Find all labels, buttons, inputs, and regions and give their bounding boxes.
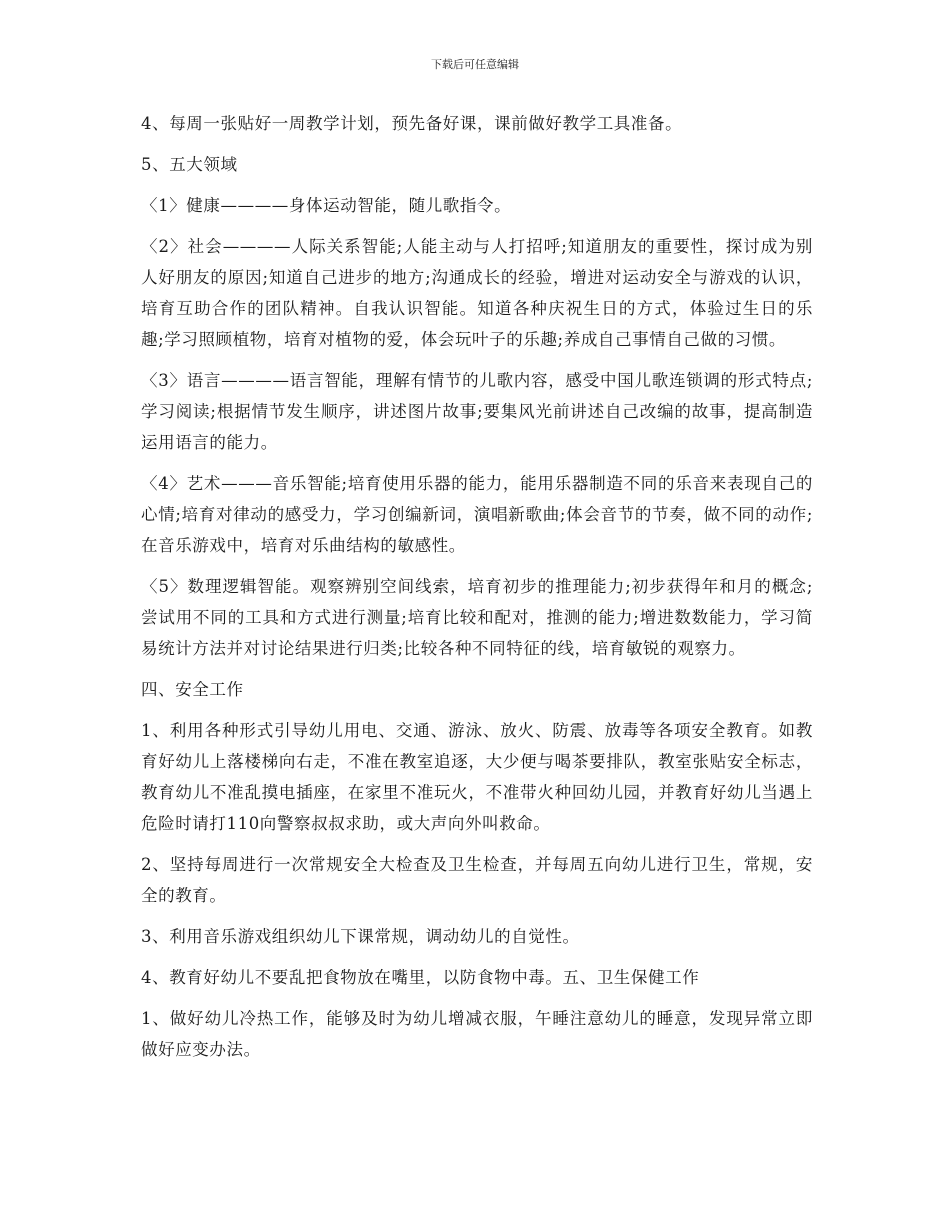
paragraph-health: 〈1〉健康————身体运动智能，随儿歌指令。 [141, 196, 512, 215]
paragraph-music-games: 3、利用音乐游戏组织幼儿下课常规，调动幼儿的自觉性。 [141, 927, 580, 946]
section-heading-safety: 四、安全工作 [141, 680, 244, 699]
paragraph-math-logic: 〈5〉数理逻辑智能。观察辨别空间线索，培育初步的推理能力;初步获得年和月的概念;尝试用不同的工具和方式进行测量;培育比较和配对，推测的能力;增进数数能力，学习简易统计方法并对讨论结果进行归类;比较各种不同特征的线，培育敏锐的观察力。 [141, 577, 813, 658]
paragraph-food-safety: 4、教育好幼儿不要乱把食物放在嘴里，以防食物中毒。五、卫生保健工作 [141, 968, 700, 987]
paragraph-society: 〈2〉社会————人际关系智能;人能主动与人打招呼;知道朋友的重要性，探讨成为别人好朋友的原因;知道自己进步的地方;沟通成长的经验，增进对运动安全与游戏的认识，培育互助合作的团队精神。自我认识智能。知道各种庆祝生日的方式，体验过生日的乐趣;学习照顾植物，培育对植物的爱，体会玩叶子的乐趣;养成自己事情自己做的习惯。 [141, 237, 813, 349]
document-body [141, 108, 813, 1075]
page-header: 下载后可任意编辑 [431, 58, 519, 71]
paragraph-safety-education: 1、利用各种形式引导幼儿用电、交通、游泳、放火、防震、放毒等各项安全教育。如教育好幼儿上落楼梯向右走，不准在教室追逐，大少便与喝茶要排队，教室张贴安全标志，教育幼儿不准乱摸电插座，在家里不准玩火，不准带火种回幼儿园，并教育好幼儿当遇上危险时请打110向警察叔叔求助，或大声向外叫救命。 [141, 721, 813, 833]
paragraph-art: 〈4〉艺术———音乐智能;培育使用乐器的能力，能用乐器制造不同的乐音来表现自己的心情;培育对律动的感受力，学习创编新词，演唱新歌曲;体会音节的节奏，做不同的动作;在音乐游戏中，培育对乐曲结构的敏感性。 [141, 474, 813, 555]
paragraph-weekly-inspection: 2、坚持每周进行一次常规安全大检查及卫生检查，并每周五向幼儿进行卫生，常规，安全的教育。 [141, 855, 813, 905]
paragraph-weekly-plan: 4、每周一张贴好一周教学计划，预先备好课，课前做好教学工具准备。 [141, 114, 683, 133]
paragraph-five-domains: 5、五大领域 [141, 155, 238, 174]
paragraph-language: 〈3〉语言————语言智能，理解有情节的儿歌内容，感受中国儿歌连锁调的形式特点;学习阅读;根据情节发生顺序，讲述图片故事;要集风光前讲述自己改编的故事，提高制造运用语言的能力。 [141, 371, 813, 452]
paragraph-health-care: 1、做好幼儿冷热工作，能够及时为幼儿增减衣服，午睡注意幼儿的睡意，发现异常立即做好应变办法。 [141, 1009, 813, 1059]
